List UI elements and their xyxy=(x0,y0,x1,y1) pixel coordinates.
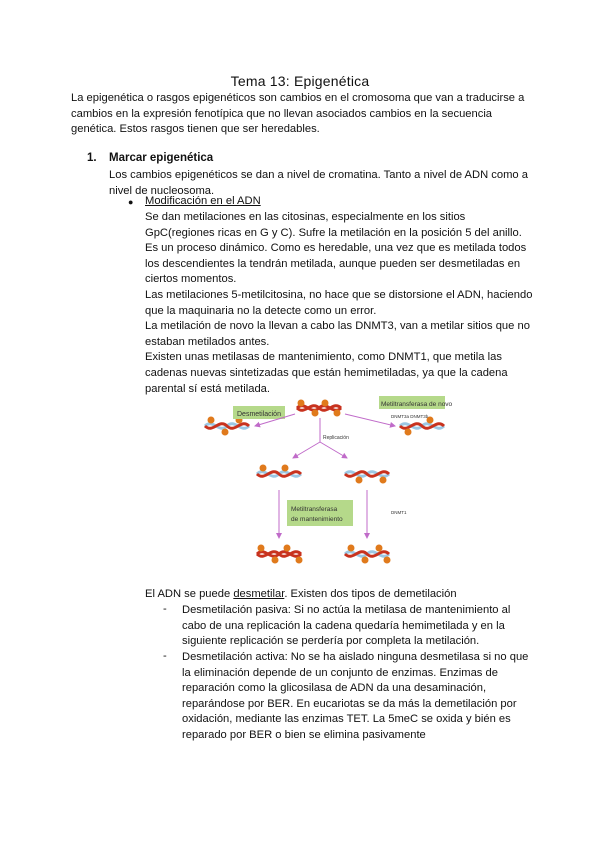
bullet-paragraph: Es un proceso dinámico. Como es heredable, una vez que es metilada todos los descendientes la tendrán metilada, aunque pueden ser desmetiladas en ciertos momentos. xyxy=(145,242,527,286)
dna-left-top xyxy=(205,417,249,436)
demethylation-intro-underlined: desmetilar xyxy=(233,588,285,600)
active-demethylation-item: Desmetilación activa: No se ha aislado ninguna desmetilasa si no que la eliminación depende de un conjunto de enzimas. Enzimas de reparación como la glicosilasa de ADN da una desaminación, reparándose por BER. En eucariotas se da más la demetilación por oxidación, mediante las enzimas TET. La 5meC se oxida y bién es reparado por BER o bien se elimina pasivamente xyxy=(182,651,529,741)
intro-paragraph: La epigenética o rasgos epigenéticos son cambios en el cromosoma que van a traducirse a cambios en la expresión fenotípica que no llevan asociados cambios en la secuencia genética. Estos rasgos tienen que ser heredables. xyxy=(71,92,525,136)
bullet-paragraph: Existen unas metilasas de mantenimiento, como DNMT1, que metila las cadenas nuevas sintetizadas que están hemimetiladas, ya que la cadena parental sí está metilada. xyxy=(145,351,508,395)
arrow-replication-left xyxy=(293,442,320,458)
demethylation-intro-after: . Existen dos tipos de demetilación xyxy=(284,588,457,600)
dash-marker: - xyxy=(163,650,167,662)
maintenance-label-line2: de mantenimiento xyxy=(291,516,343,523)
dna-bottom-left xyxy=(257,545,303,564)
bullet-paragraph: La metilación de novo la llevan a cabo las DNMT3, van a metilar sitios que no estaban metilados antes. xyxy=(145,320,530,348)
section-title: Marcar epigenética xyxy=(109,152,214,164)
bullet-body xyxy=(145,210,537,397)
methylation-diagram xyxy=(195,392,453,577)
dna-hemi-left xyxy=(257,465,301,477)
dash-marker: - xyxy=(163,603,167,615)
demethylation-label: Desmetilación xyxy=(237,411,281,418)
dna-center-top xyxy=(297,400,341,417)
dnmt1-label: DNMT1 xyxy=(391,510,407,515)
de-novo-enzymes: DNMT3a DNMT3b xyxy=(391,414,429,419)
bullet-label: Modificación en el ADN xyxy=(145,195,261,207)
replication-label: Replicación xyxy=(323,435,349,441)
section-number: 1. xyxy=(87,152,97,164)
bullet-paragraph: Se dan metilaciones en las citosinas, especialmente en los sitios GpC(regiones ricas en G y C). Sufre la metilación en la posición 5 del anillo. xyxy=(145,211,522,239)
section-body: Los cambios epigenéticos se dan a nivel de cromatina. Tanto a nivel de ADN como a nivel de nucleosoma. xyxy=(109,169,528,197)
de-novo-label: Metiltransferasa de novo xyxy=(381,401,453,408)
bullet-dot-icon: ● xyxy=(128,197,134,207)
maintenance-label-line1: Metiltransferasa xyxy=(291,506,338,513)
bullet-paragraph: Las metilaciones 5-metilcitosina, no hace que se distorsione el ADN, haciendo que la maquinaria no la detecte como un error. xyxy=(145,288,533,317)
arrow-de-novo xyxy=(345,414,395,426)
arrow-replication-right xyxy=(320,442,347,458)
dna-bottom-right xyxy=(345,545,391,564)
dna-right-top xyxy=(400,417,444,436)
demethylation-intro-before: El ADN se puede xyxy=(145,588,234,600)
passive-demethylation-item: Desmetilación pasiva: Si no actúa la metilasa de mantenimiento al cabo de una replicación la cadena quedaría hemimetilada y en la siguiente replicación se perdería por completa la metilación. xyxy=(182,604,511,648)
page-title: Tema 13: Epigenética xyxy=(230,73,370,89)
dna-hemi-right xyxy=(345,472,389,484)
demethylation-intro xyxy=(145,587,545,603)
